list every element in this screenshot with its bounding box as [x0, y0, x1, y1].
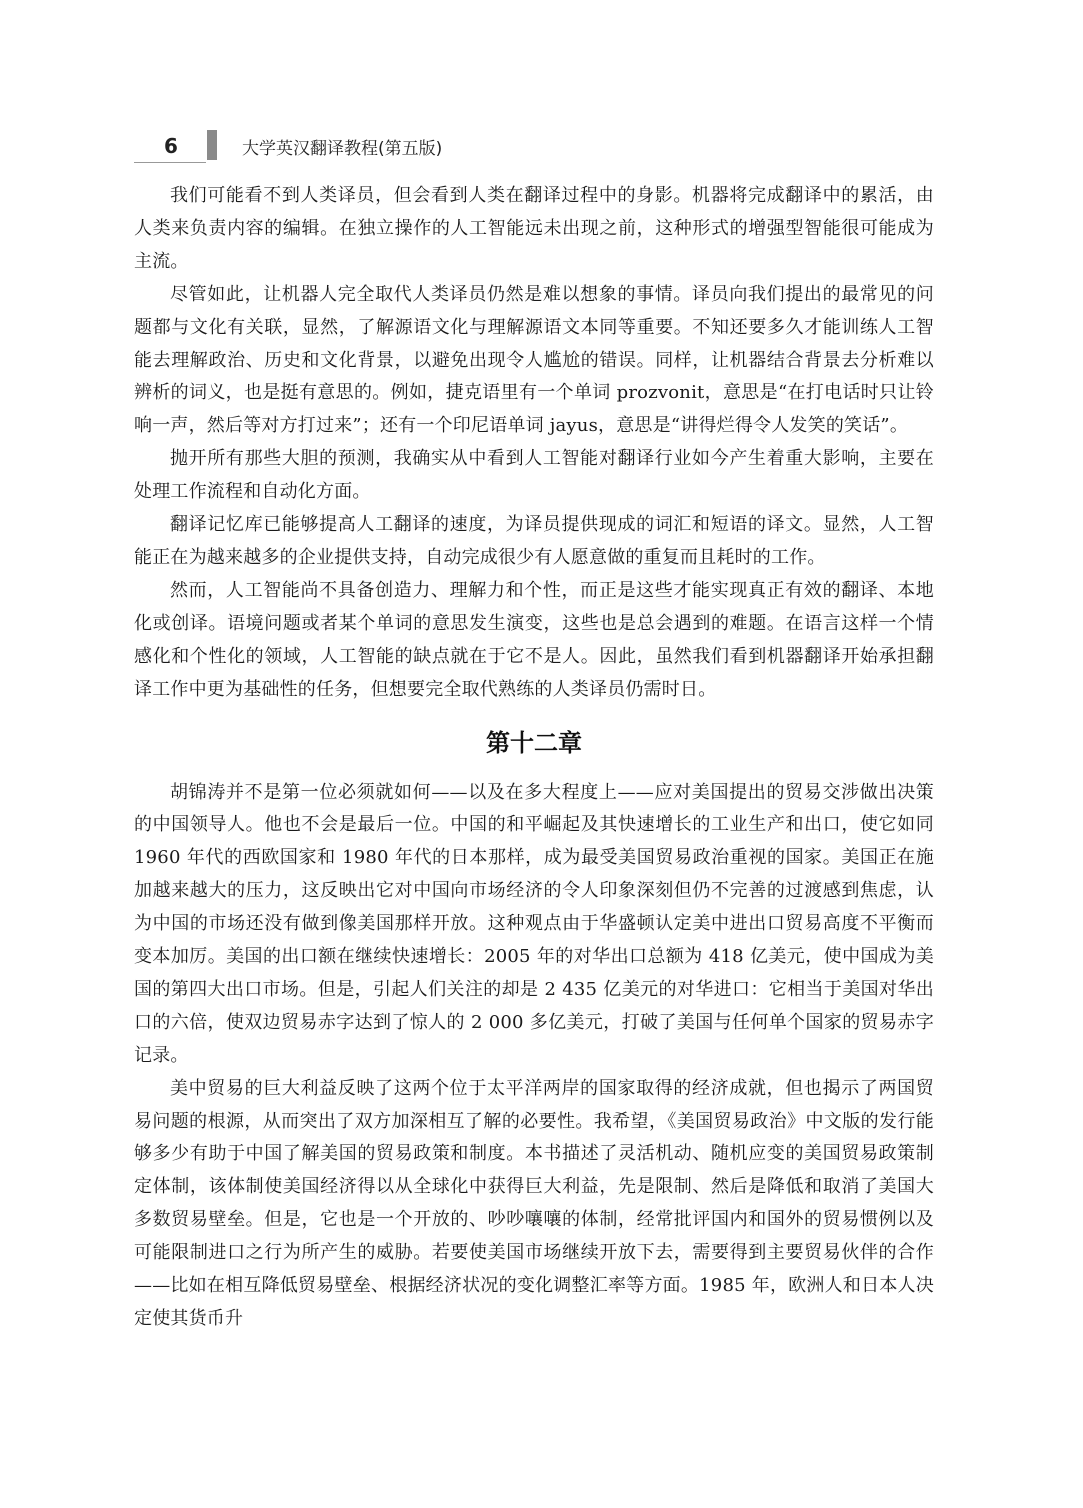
paragraph: 美中贸易的巨大利益反映了这两个位于太平洋两岸的国家取得的经济成就，但也揭示了两国贸易问题的根源，从而突出了双方加深相互了解的必要性。我希望，《美国贸易政治》中文版的发行能够多少有助于中国了解美国的贸易政策和制度。本书描述了灵活机动、随机应变的美国贸易政策制定体制，该体制使美国经济得以从全球化中获得巨大利益，先是限制、然后是降低和取消了美国大多数贸易壁垒。但是，它也是一个开放的、吵吵嚷嚷的体制，经常批评国内和国外的贸易惯例以及可能限制进口之行为所产生的威胁。若要使美国市场继续开放下去，需要得到主要贸易伙伴的合作——比如在相互降低贸易壁垒、根据经济状况的变化调整汇率等方面。1985 年，欧洲人和日本人决定使其货币升 [134, 1077, 934, 1329]
paragraph: 翻译记忆库已能够提高人工翻译的速度，为译员提供现成的词汇和短语的译文。显然，人工智能正在为越来越多的企业提供支持，自动完成很少有人愿意做的重复而且耗时的工作。 [134, 514, 934, 568]
header-bar-decoration [207, 130, 217, 160]
page-body [134, 180, 934, 1336]
chapter-title: 第十二章 [486, 728, 582, 757]
paragraph: 胡锦涛并不是第一位必须就如何——以及在多大程度上——应对美国提出的贸易交涉做出决策的中国领导人。他也不会是最后一位。中国的和平崛起及其快速增长的工业生产和出口，使它如同 1960 年代的西欧国家和 1980 年代的日本那样，成为最受美国贸易政治重视的国家。美国正在施加越来越大的压力，这反映出它对中国向市场经济的令人印象深刻但仍不完善的过渡感到焦虑，认为中国的市场还没有做到像美国那样开放。这种观点由于华盛顿认定美中进出口贸易高度不平衡而变本加厉。美国的出口额在继续快速增长：2005 年的对华出口总额为 418 亿美元，使中国成为美国的第四大出口市场。但是，引起人们关注的却是 2 435 亿美元的对华进口：它相当于美国对华出口的六倍，使双边贸易赤字达到了惊人的 2 000 多亿美元，打破了美国与任何单个国家的贸易赤字记录。 [134, 781, 934, 1066]
paragraph: 尽管如此，让机器人完全取代人类译员仍然是难以想象的事情。译员向我们提出的最常见的问题都与文化有关联，显然，了解源语文化与理解源语文本同等重要。不知还要多久才能训练人工智能去理解政治、历史和文化背景，以避免出现令人尴尬的错误。同样，让机器结合背景去分析难以辨析的词义，也是挺有意思的。例如，捷克语里有一个单词 prozvonit，意思是“在打电话时只让铃响一声，然后等对方打过来”；还有一个印尼语单词 jayus，意思是“讲得烂得令人发笑的笑话”。 [134, 283, 934, 437]
book-title: 大学英汉翻译教程(第五版) [242, 139, 443, 159]
page-number: 6 [164, 134, 178, 158]
running-header [134, 128, 934, 164]
paragraph: 然而，人工智能尚不具备创造力、理解力和个性，而正是这些才能实现真正有效的翻译、本地化或创译。语境问题或者某个单词的意思发生演变，这些也是总会遇到的难题。在语言这样一个情感化和个性化的领域，人工智能的缺点就在于它不是人。因此，虽然我们看到机器翻译开始承担翻译工作中更为基础性的任务，但想要完全取代熟练的人类译员仍需时日。 [134, 579, 934, 700]
header-rule [134, 162, 206, 163]
paragraph: 抛开所有那些大胆的预测，我确实从中看到人工智能对翻译行业如今产生着重大影响，主要在处理工作流程和自动化方面。 [134, 448, 934, 503]
paragraph: 我们可能看不到人类译员，但会看到人类在翻译过程中的身影。机器将完成翻译中的累活，由人类来负责内容的编辑。在独立操作的人工智能远未出现之前，这种形式的增强型智能很可能成为主流。 [134, 185, 934, 272]
